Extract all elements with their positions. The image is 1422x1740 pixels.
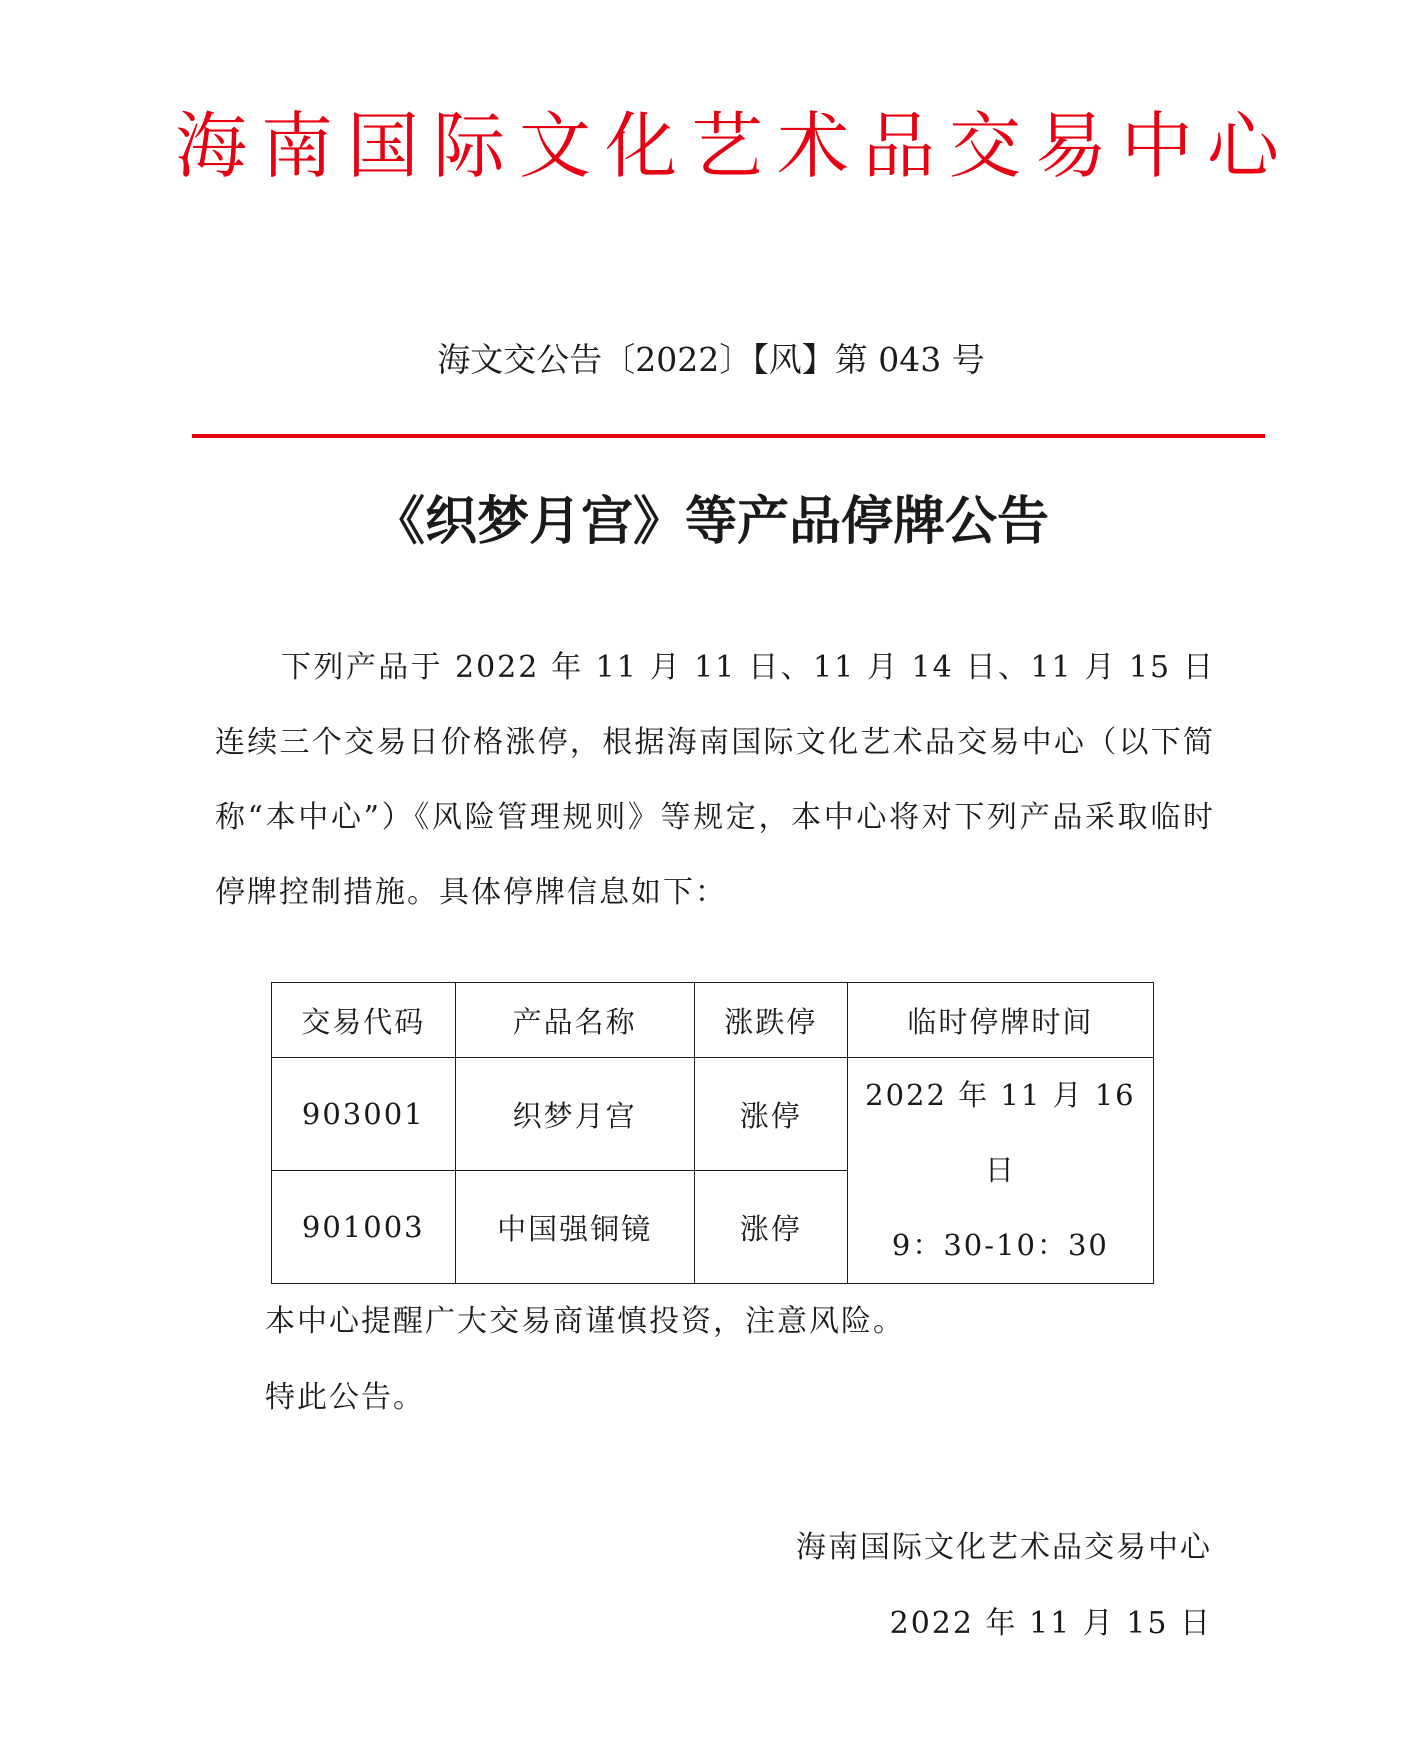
- table-row: [272, 1058, 1154, 1171]
- cell-name: 中国强铜镜: [455, 1171, 694, 1284]
- cell-limit: 涨停: [694, 1171, 847, 1284]
- organization-header: 海南国际文化艺术品交易中心: [175, 104, 1294, 188]
- announcement-title: 《织梦月宫》等产品停牌公告: [372, 492, 1049, 552]
- cell-limit: 涨停: [694, 1058, 847, 1171]
- signature-organization: 海南国际文化艺术品交易中心: [796, 1530, 1212, 1565]
- header-code: 交易代码: [272, 983, 456, 1058]
- cell-code: 903001: [272, 1058, 456, 1171]
- red-divider: [192, 434, 1265, 438]
- cell-code: 901003: [272, 1171, 456, 1284]
- closing-phrase: 特此公告。: [265, 1380, 425, 1415]
- table-header-row: [272, 983, 1154, 1058]
- document-number: 海文交公告〔2022〕【风】第 043 号: [437, 340, 985, 379]
- risk-reminder: 本中心提醒广大交易商谨慎投资，注意风险。: [265, 1304, 905, 1339]
- header-time: 临时停牌时间: [847, 983, 1153, 1058]
- halt-time: 9：30-10：30: [891, 1228, 1109, 1262]
- halt-date: 2022 年 11 月 16 日: [865, 1078, 1136, 1187]
- header-limit: 涨跌停: [694, 983, 847, 1058]
- cell-name: 织梦月宫: [455, 1058, 694, 1171]
- suspension-table: [271, 982, 1154, 1284]
- signature-date: 2022 年 11 月 15 日: [889, 1606, 1212, 1641]
- header-name: 产品名称: [455, 983, 694, 1058]
- cell-halt-time: [847, 1058, 1153, 1284]
- body-paragraph: 下列产品于 2022 年 11 月 11 日、11 月 14 日、11 月 15 日连续三个交易日价格涨停，根据海南国际文化艺术品交易中心（以下简称“本中心”）《风险管理规则》等规定，本中心将对下列产品采取临时停牌控制措施。具体停牌信息如下：: [215, 650, 1215, 910]
